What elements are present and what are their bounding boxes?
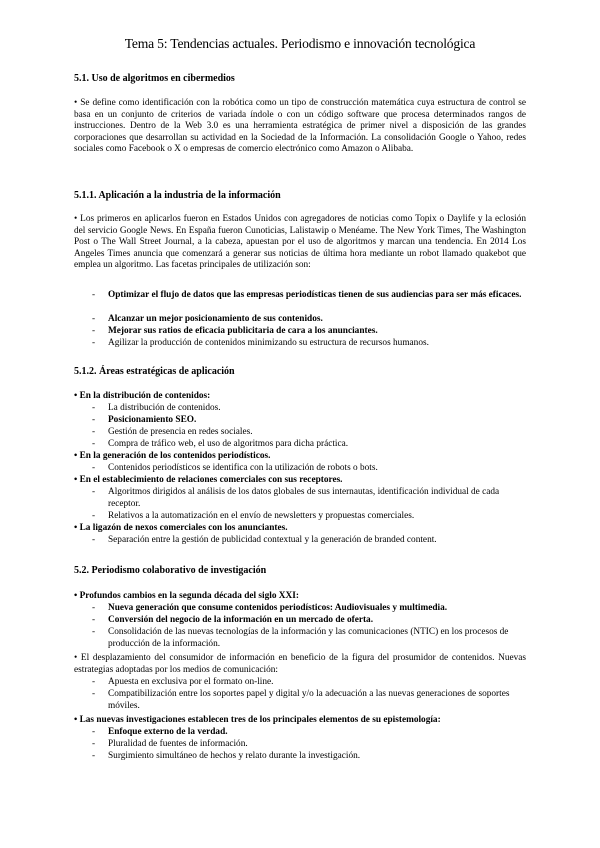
list-dash: -: [92, 487, 96, 497]
bullet-item: • La ligazón de nexos comerciales con los anunciantes.: [74, 523, 288, 533]
list-item: Compra de tráfico web, el uso de algoritmos para dicha práctica.: [108, 439, 349, 449]
list-item: Agilizar la producción de contenidos minimizando su estructura de recursos humanos.: [108, 338, 429, 348]
list-dash: -: [92, 338, 96, 348]
list-dash: -: [92, 535, 96, 545]
list-dash: -: [92, 427, 96, 437]
list-dash: -: [92, 677, 96, 687]
list-dash: -: [92, 727, 96, 737]
list-item: Mejorar sus ratios de eficacia publicitaria de cara a los anunciantes.: [108, 326, 378, 336]
list-dash: -: [92, 439, 96, 449]
list-item: Enfoque externo de la verdad.: [108, 727, 228, 737]
list-item: Gestión de presencia en redes sociales.: [108, 427, 253, 437]
page-title: Tema 5: Tendencias actuales. Periodismo e innovación tecnológica: [124, 36, 476, 51]
list-item: Algoritmos dirigidos al análisis de los datos globales de sus internautas, identificación individual de cada receptor.: [108, 487, 500, 509]
section-heading-5-1-2: 5.1.2. Áreas estratégicas de aplicación: [74, 366, 235, 377]
bullet-item: • Profundos cambios en la segunda década del siglo XXI:: [74, 591, 299, 601]
list-item: Pluralidad de fuentes de información.: [108, 739, 248, 749]
list-item: La distribución de contenidos.: [108, 403, 221, 413]
section-5-1-1-paragraph: • Los primeros en aplicarlos fueron en Estados Unidos con agregadores de noticias como Topix o Daylife y la eclosión del servicio Google News. En España fueron Cunoticias, Lalistawip o Menéame. The New York Times, The Washington Post o The Wall Street Journal, a la cabeza, apuestan por el uso de algoritmos y marcan una tendencia. En 2014 Los Angeles Times anuncia que comenzará a generar sus noticias de última hora mediante un robot llamado quakebot que emplea un algoritmo. Las facetas principales de utilización son:: [74, 214, 526, 271]
list-item: Optimizar el flujo de datos que las empresas periodísticas tienen de sus audiencias para ser más eficaces.: [108, 290, 522, 300]
list-dash: -: [92, 751, 96, 761]
list-item: Compatibilización entre los soportes papel y digital y/o la adecuación a las nuevas generaciones de soportes móviles.: [108, 689, 510, 711]
section-heading-5-1: 5.1. Uso de algoritmos en cibermedios: [74, 73, 235, 84]
bullet-item: • Las nuevas investigaciones establecen tres de los principales elementos de su epistemología:: [74, 715, 441, 725]
list-dash: -: [92, 415, 96, 425]
list-dash: -: [92, 314, 96, 324]
list-dash: -: [92, 615, 96, 625]
list-item: Relativos a la automatización en el envío de newsletters y propuestas comerciales.: [108, 511, 415, 521]
list-dash: -: [92, 290, 96, 300]
list-dash: -: [92, 326, 96, 336]
list-item: Posicionamiento SEO.: [108, 415, 197, 425]
bullet-item: • En la generación de los contenidos periodísticos.: [74, 451, 271, 461]
list-item: Alcanzar un mejor posicionamiento de sus contenidos.: [108, 314, 323, 324]
section-heading-5-1-1: 5.1.1. Aplicación a la industria de la información: [74, 190, 281, 201]
list-item: Separación entre la gestión de publicidad contextual y la generación de branded content.: [108, 535, 437, 545]
list-dash: -: [92, 689, 96, 699]
bullet-item: • En el establecimiento de relaciones comerciales con sus receptores.: [74, 475, 343, 485]
list-item: Consolidación de las nuevas tecnologías de la información y las comunicaciones (NTIC) en los procesos de producción de la información.: [108, 627, 509, 649]
list-item: Conversión del negocio de la información en un mercado de oferta.: [108, 615, 374, 625]
list-item: Surgimiento simultáneo de hechos y relato durante la investigación.: [108, 751, 361, 761]
list-dash: -: [92, 603, 96, 613]
list-dash: -: [92, 511, 96, 521]
bullet-item: • En la distribución de contenidos:: [74, 391, 211, 401]
list-dash: -: [92, 739, 96, 749]
bullet-item: • El desplazamiento del consumidor de información en beneficio de la figura del prosumidor de contenidos. Nuevas estrategias adoptadas por los medios de comunicación:: [74, 653, 526, 675]
list-dash: -: [92, 463, 96, 473]
section-5-1-paragraph: • Se define como identificación con la robótica como un tipo de construcción matemática cuya estructura de control se basa en un conjunto de criterios de variada índole o con un código software que procesa determinados rangos de instrucciones. Dentro de la Web 3.0 es una herramienta estratégica de primer nivel a disposición de las grandes corporaciones que desarrollan su actividad en la Sociedad de la Información. La consolidación Google o Yahoo, redes sociales como Facebook o X o empresas de comercio electrónico como Amazon o Alibaba.: [74, 98, 526, 155]
list-item: Contenidos periodísticos se identifica con la utilización de robots o bots.: [108, 463, 378, 473]
list-dash: -: [92, 403, 96, 413]
list-item: Apuesta en exclusiva por el formato on-line.: [108, 677, 274, 687]
list-dash: -: [92, 627, 96, 637]
list-item: Nueva generación que consume contenidos periodísticos: Audiovisuales y multimedia.: [108, 603, 448, 613]
section-heading-5-2: 5.2. Periodismo colaborativo de investigación: [74, 565, 267, 576]
